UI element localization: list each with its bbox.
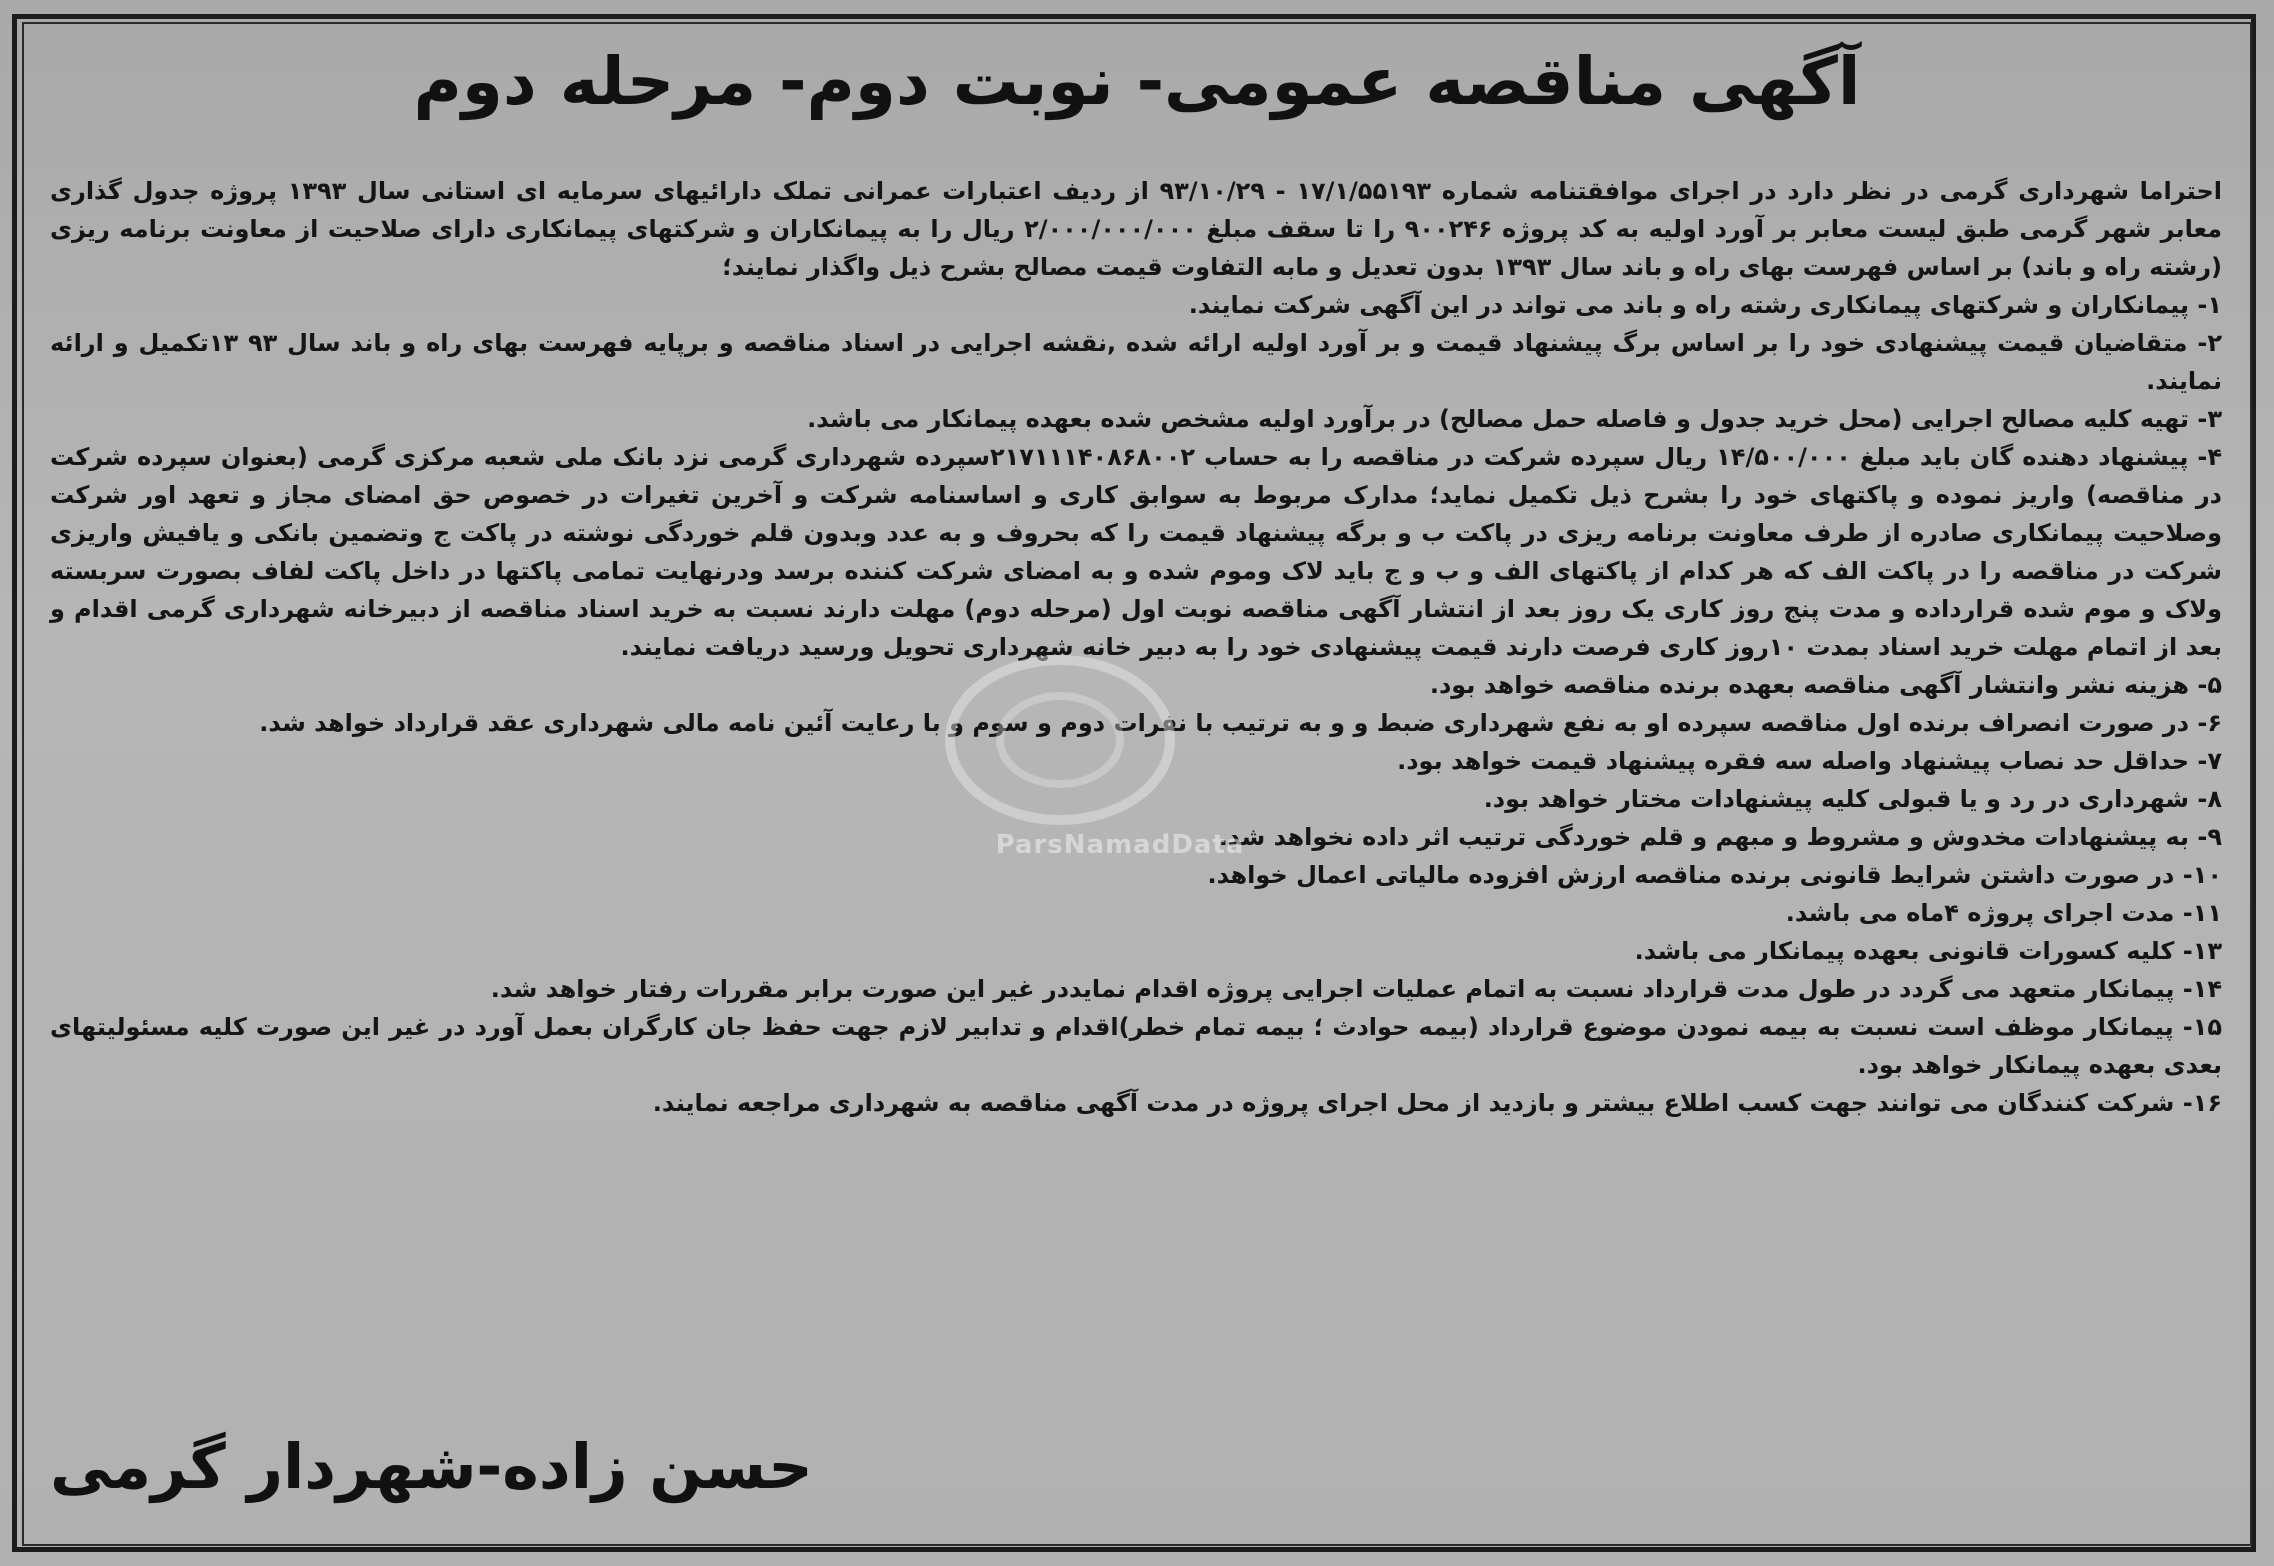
watermark-text: ParsNamadData [995, 830, 1245, 860]
notice-item-14: ۱۴- پیمانکار متعهد می گردد در طول مدت قرارداد نسبت به اتمام عملیات اجرایی پروژه اقدام نمایددر غیر این صورت برابر مقررات رفتار خواهد شد. [490, 975, 2222, 1003]
notice-item-6: ۶- در صورت انصراف برنده اول مناقصه سپرده او به نفع شهرداری ضبط و و به ترتیب با نفرات دوم و سوم و با رعایت آئین نامه مالی شهرداری عقد قرارداد خواهد شد. [259, 709, 2222, 737]
notice-item-11: ۱۱- مدت اجرای پروژه ۴ماه می باشد. [1785, 899, 2222, 927]
notice-item-4: ۴- پیشنهاد دهنده گان باید مبلغ ۱۴/۵۰۰/۰۰۰ ریال سپرده شرکت در مناقصه را به حساب ۲۱۷۱۱۱۴۰۸۶۸۰۰۲سپرده شهرداری گرمی نزد بانک ملی شعبه مرکزی گرمی (بعنوان سپرده شرکت در مناقصه) واریز نموده و پاکتهای خود را بشرح ذیل تکمیل نماید؛ مدارک مربوط به سوابق کاری و اساسنامه شرکت و آخرین تغیرات در خصوص حق امضای مجاز و تعهد اور شرکت وصلاحیت پیمانکاری صادره از طرف معاونت برنامه ریزی در پاکت ب و برگه پیشنهاد قیمت را که بحروف و به عدد وبدون قلم خوردگی نوشته در پاکت ج وتضمین بانکی و یافیش واریزی شرکت در مناقصه را در پاکت الف که هر کدام از پاکتهای الف و ب و ج باید لاک وموم شده و به امضای شرکت کننده برسد ودرنهایت تمامی پاکتها در داخل پاکت لفاف بصورت سربسته ولاک و موم شده قرارداده و مدت پنج روز کاری یک روز بعد از انتشار آگهی مناقصه نوبت اول (مرحله دوم) مهلت دارند نسبت به خرید اسناد مناقصه از دبیرخانه شهرداری گرمی اقدام و بعد از اتمام مهلت خرید اسناد بمدت ۱۰روز کاری فرصت دارند قیمت پیشنهادی خود را به دبیر خانه شهرداری تحویل ورسید دریافت نمایند. [50, 443, 2223, 661]
notice-intro: احتراما شهرداری گرمی در نظر دارد در اجرای موافقتنامه شماره ۱۷/۱/۵۵۱۹۳ - ۹۳/۱۰/۲۹ از ردیف اعتبارات عمرانی تملک دارائیهای سرمایه ای استانی سال ۱۳۹۳ پروژه جدول گذاری معابر شهر گرمی طبق لیست معابر بر آورد اولیه به کد پروژه ۹۰۰۲۴۶ را تا سقف مبلغ ۲/۰۰۰/۰۰۰/۰۰۰ ریال را به پیمانکاران و شرکتهای پیمانکاری دارای صلاحیت از معاونت برنامه ریزی (رشته راه و باند) بر اساس فهرست بهای راه و باند سال ۱۳۹۳ بدون تعدیل و مابه التفاوت قیمت مصالح بشرح ذیل واگذار نمایند؛ [50, 177, 2223, 281]
notice-item-2: ۲- متقاضیان قیمت پیشنهادی خود را بر اساس برگ پیشنهاد قیمت و بر آورد اولیه ارائه شده ,نقشه اجرایی در اسناد مناقصه و برپایه فهرست بهای راه و باند سال ۹۳ ۱۳تکمیل و ارائه نمایند. [50, 329, 2222, 395]
notice-item-13: ۱۳- کلیه کسورات قانونی بعهده پیمانکار می باشد. [1634, 937, 2222, 965]
notice-item-10: ۱۰- در صورت داشتن شرایط قانونی برنده مناقصه ارزش افزوده مالیاتی اعمال خواهد. [1207, 861, 2222, 889]
notice-item-15: ۱۵- پیمانکار موظف است نسبت به بیمه نمودن موضوع قرارداد (بیمه حوادث ؛ بیمه تمام خطر)اقدام و تدابیر لازم جهت حفظ جان کارگران بعمل آورد در غیر این صورت کلیه مسئولیتهای بعدی بعهده پیمانکار خواهد بود. [50, 1013, 2222, 1079]
notice-item-7: ۷- حداقل حد نصاب پیشنهاد واصله سه فقره پیشنهاد قیمت خواهد بود. [1397, 747, 2222, 775]
notice-item-5: ۵- هزینه نشر وانتشار آگهی مناقصه بعهده برنده مناقصه خواهد بود. [1429, 671, 2222, 699]
signature: حسن زاده-شهردار گرمی [50, 1430, 813, 1503]
watermark-logo-icon [930, 640, 1190, 840]
notice-item-3: ۳- تهیه کلیه مصالح اجرایی (محل خرید جدول و فاصله حمل مصالح) در برآورد اولیه مشخص شده بعهده پیمانکار می باشد. [807, 405, 2222, 433]
notice-item-1: ۱- پیمانکاران و شرکتهای پیمانکاری رشته راه و باند می تواند در این آگهی شرکت نمایند. [1188, 291, 2222, 319]
notice-title: آگهی مناقصه عمومی- نوبت دوم- مرحله دوم [413, 43, 1861, 120]
notice-item-9: ۹- به پیشنهادات مخدوش و مشروط و مبهم و قلم خوردگی ترتیب اثر داده نخواهد شد. [1218, 823, 2222, 851]
notice-item-16: ۱۶- شرکت کنندگان می توانند جهت کسب اطلاع بیشتر و بازدید از محل اجرای پروژه در مدت آگهی مناقصه به شهرداری مراجعه نمایند. [652, 1089, 2222, 1117]
notice-item-8: ۸- شهرداری در رد و یا قبولی کلیه پیشنهادات مختار خواهد بود. [1483, 785, 2222, 813]
